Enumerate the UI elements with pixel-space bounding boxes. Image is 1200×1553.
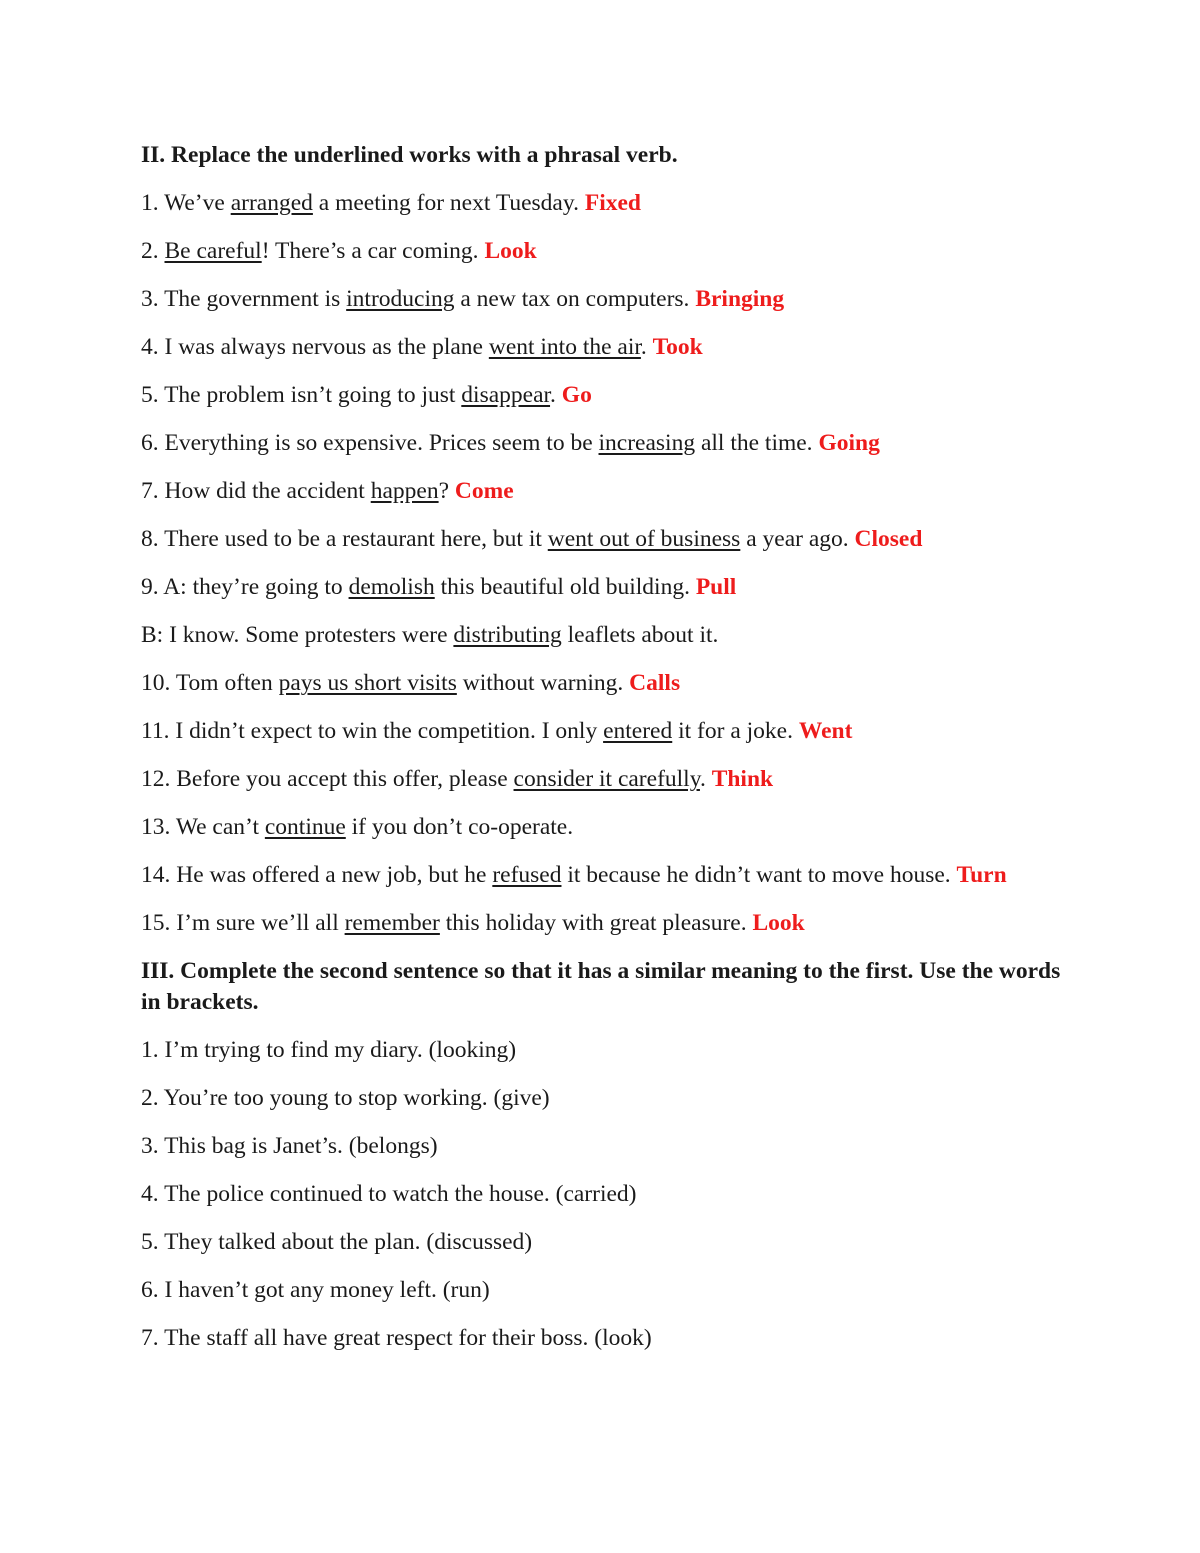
document-page — [141, 140, 1071, 1371]
exercise-item-9b — [141, 620, 1071, 651]
rewrite-item-2: 2. You’re too young to stop working. (give) — [141, 1085, 550, 1111]
answer-text: Going — [818, 430, 880, 456]
answer-text: Think — [711, 766, 774, 792]
item-text: 10. Tom often — [141, 670, 279, 696]
section-2-heading: II. Replace the underlined works with a phrasal verb. — [141, 142, 678, 168]
item-text: B: I know. Some protesters were — [141, 622, 454, 648]
answer-text: Look — [752, 910, 805, 936]
item-text: without warning. — [456, 670, 630, 696]
answer-text: Look — [484, 238, 537, 264]
underlined-word: arranged — [230, 190, 313, 216]
underlined-word: happen — [370, 478, 439, 504]
answer-text: Bringing — [695, 286, 785, 312]
item-text: this beautiful old building. — [434, 574, 696, 600]
answer-text: Fixed — [584, 190, 641, 216]
item-text: a year ago. — [740, 526, 855, 552]
item-text: ! There’s a car coming. — [261, 238, 485, 264]
underlined-word: entered — [603, 718, 673, 744]
exercise-item-12 — [141, 764, 1071, 795]
item-text: leaflets about it. — [561, 622, 719, 648]
underlined-word: introducing — [346, 286, 455, 312]
item-text: it because he didn’t want to move house. — [561, 862, 957, 888]
item-text: 2. — [141, 238, 165, 264]
underlined-word: disappear — [461, 382, 551, 408]
item-text: 5. The problem isn’t going to just — [141, 382, 462, 408]
rewrite-item-4: 4. The police continued to watch the house. (carried) — [141, 1181, 637, 1207]
item-text: 4. I was always nervous as the plane — [141, 334, 489, 360]
exercise-item-9a — [141, 572, 1071, 603]
underlined-word: went out of business — [547, 526, 741, 552]
exercise-item-8 — [141, 524, 1071, 555]
item-text: 15. I’m sure we’ll all — [141, 910, 345, 936]
item-text: 7. How did the accident — [141, 478, 371, 504]
underlined-word: continue — [264, 814, 346, 840]
section-3-heading: III. Complete the second sentence so that it has a similar meaning to the first. Use the words in brackets. — [141, 958, 1061, 1015]
answer-text: Pull — [695, 574, 737, 600]
exercise-item-15 — [141, 908, 1071, 939]
item-text: . — [699, 766, 712, 792]
underlined-word: consider it carefully — [513, 766, 700, 792]
rewrite-item-3: 3. This bag is Janet’s. (belongs) — [141, 1133, 438, 1159]
answer-text: Turn — [956, 862, 1007, 888]
exercise-item-4 — [141, 332, 1071, 363]
answer-text: Closed — [854, 526, 923, 552]
item-text: . — [640, 334, 653, 360]
exercise-item-2 — [141, 236, 1071, 267]
underlined-word: Be careful — [164, 238, 262, 264]
item-text: all the time. — [695, 430, 819, 456]
answer-text: Went — [798, 718, 853, 744]
item-text: it for a joke. — [672, 718, 799, 744]
exercise-item-14 — [141, 860, 1071, 891]
item-text: 14. He was offered a new job, but he — [141, 862, 493, 888]
exercise-item-10 — [141, 668, 1071, 699]
exercise-item-5 — [141, 380, 1071, 411]
exercise-item-13 — [141, 812, 1071, 843]
exercise-item-3 — [141, 284, 1071, 315]
underlined-word: remember — [344, 910, 440, 936]
item-text: 8. There used to be a restaurant here, but it — [141, 526, 548, 552]
rewrite-item-6: 6. I haven’t got any money left. (run) — [141, 1277, 490, 1303]
item-text: if you don’t co-operate. — [345, 814, 574, 840]
underlined-word: increasing — [598, 430, 696, 456]
underlined-word: demolish — [348, 574, 435, 600]
item-text: 3. The government is — [141, 286, 347, 312]
item-text: ? — [438, 478, 455, 504]
item-text: a meeting for next Tuesday. — [312, 190, 585, 216]
answer-text: Calls — [629, 670, 681, 696]
item-text: 1. We’ve — [141, 190, 231, 216]
exercise-item-6 — [141, 428, 1071, 459]
exercise-item-11 — [141, 716, 1071, 747]
rewrite-item-5: 5. They talked about the plan. (discussed) — [141, 1229, 533, 1255]
underlined-word: went into the air — [488, 334, 641, 360]
underlined-word: distributing — [453, 622, 562, 648]
underlined-word: refused — [492, 862, 562, 888]
answer-text: Come — [454, 478, 514, 504]
item-text: . — [550, 382, 562, 408]
item-text: a new tax on computers. — [454, 286, 696, 312]
exercise-item-7 — [141, 476, 1071, 507]
rewrite-item-1: 1. I’m trying to find my diary. (looking) — [141, 1037, 517, 1063]
item-text: 9. A: they’re going to — [141, 574, 349, 600]
answer-text: Go — [561, 382, 592, 408]
item-text: 13. We can’t — [141, 814, 265, 840]
exercise-item-1 — [141, 188, 1071, 219]
item-text: 11. I didn’t expect to win the competition. I only — [141, 718, 604, 744]
underlined-word: pays us short visits — [278, 670, 457, 696]
answer-text: Took — [652, 334, 703, 360]
item-text: 12. Before you accept this offer, please — [141, 766, 514, 792]
rewrite-item-7: 7. The staff all have great respect for their boss. (look) — [141, 1325, 652, 1351]
item-text: this holiday with great pleasure. — [439, 910, 753, 936]
item-text: 6. Everything is so expensive. Prices seem to be — [141, 430, 599, 456]
